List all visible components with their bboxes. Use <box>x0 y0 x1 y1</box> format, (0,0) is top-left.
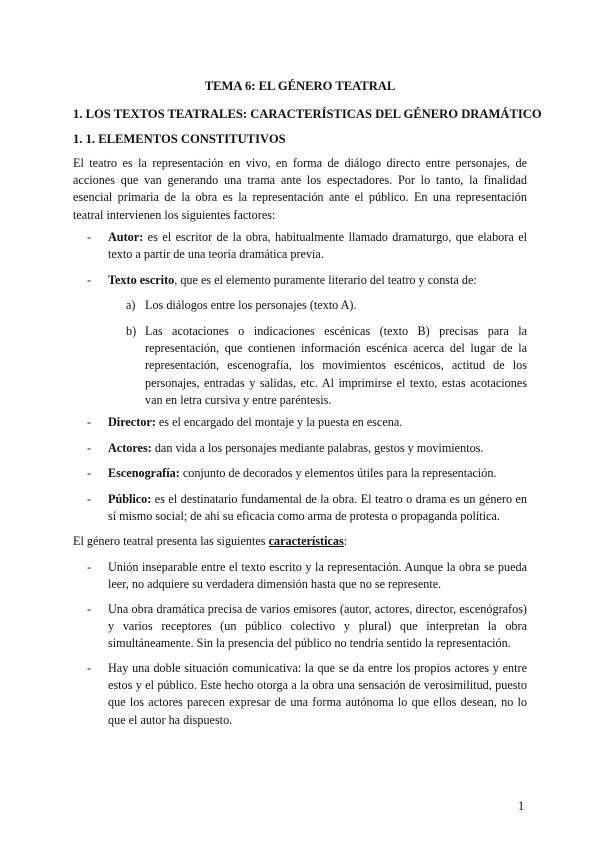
factor-term: Autor: <box>108 230 144 244</box>
factor-text <box>108 491 527 525</box>
factor-description: es el encargado del montaje y la puesta en escena. <box>155 415 403 429</box>
text-part-b <box>126 323 527 409</box>
factor-description: es el escritor de la obra, habitualmente llamado dramaturgo, que elabora el texto a partir de una teoría dramática previa. <box>108 230 527 262</box>
subsection-heading: 1. 1. ELEMENTOS CONSTITUTIVOS <box>73 132 286 146</box>
characteristic-text: Unión inseparable entre el texto escrito y la representación. Aunque la obra se pueda leer, no adquiere su verdadera dimensión hasta que no se represente. <box>108 560 527 592</box>
list-letter: a) <box>126 298 136 312</box>
factor-term: Director: <box>108 415 156 429</box>
factor-text <box>108 465 527 482</box>
factor-written-text <box>87 272 527 289</box>
bullet-dash: - <box>87 230 92 244</box>
characteristic-item <box>87 559 527 593</box>
factor-actors <box>87 440 527 457</box>
factor-audience <box>87 491 527 525</box>
bullet-dash: - <box>87 273 92 287</box>
bullet-dash: - <box>87 492 92 506</box>
factor-scenography <box>87 465 527 482</box>
list-letter: b) <box>126 324 137 338</box>
factor-term: Actores: <box>108 441 152 455</box>
text-part-description: Las acotaciones o indicaciones escénicas (texto B) precisas para la representación, que contienen información escénica acerca del lugar de la representación, escenografía, los movimientos escénicos, actitud de los personajes, entradas y salidas, etc. Al imprimirse el texto, estas acotaciones van en letra cursiva y entre paréntesis. <box>145 324 527 407</box>
text-part-description: Los diálogos entre los personajes (texto A). <box>145 298 357 312</box>
characteristics-term: características <box>268 534 344 548</box>
characteristics-colon: : <box>343 534 348 548</box>
characteristic-text: Hay una doble situación comunicativa: la que se da entre los propios actores y entre estos y el público. Este hecho otorga a la obra una sensación de verosimilitud, puesto que los actores parecen expresar de una forma autónoma lo que ellos desean, no lo que el autor ha dispuesto. <box>108 661 527 727</box>
characteristic-item <box>87 601 527 653</box>
intro-paragraph: El teatro es la representación en vivo, en forma de diálogo directo entre personajes, de acciones que van generando una trama ante los espectadores. Por lo tanto, la finalidad esencial primaria de la obra es la representación ante el público. En una representación teatral intervienen los siguientes factores: <box>73 156 527 222</box>
factor-description: conjunto de decorados y elementos útiles para la representación. <box>179 466 497 480</box>
bullet-dash: - <box>87 415 92 429</box>
characteristic-text: Una obra dramática precisa de varios emisores (autor, actores, director, escenógrafos) y varios receptores (un público colectivo y plural) que interpretan la obra simultáneamente. Sin la presencia del público no tendría sentido la representación. <box>108 602 527 651</box>
factor-term: Escenografía: <box>108 466 180 480</box>
factor-text <box>108 229 527 263</box>
section-heading: 1. LOS TEXTOS TEATRALES: CARACTERÍSTICAS DEL GÉNERO DRAMÁTICO <box>73 107 542 121</box>
factor-text <box>108 272 527 289</box>
characteristics-intro-text: El género teatral presenta las siguientes <box>73 534 269 548</box>
characteristics-intro <box>73 533 527 550</box>
factor-term: Público: <box>108 492 152 506</box>
factor-term: Texto escrito <box>108 273 175 287</box>
factor-text <box>108 414 527 431</box>
page-number: 1 <box>518 799 525 813</box>
bullet-dash: - <box>87 441 92 455</box>
characteristic-item <box>87 660 527 729</box>
factor-description: es el destinatario fundamental de la obra. El teatro o drama es un género en sí mismo social; de ahí su eficacia como arma de protesta o propaganda política. <box>108 492 527 524</box>
factor-director <box>87 414 527 431</box>
factor-text <box>108 440 527 457</box>
bullet-dash: - <box>87 560 92 574</box>
bullet-dash: - <box>87 661 92 675</box>
document-title: TEMA 6: EL GÉNERO TEATRAL <box>204 79 396 93</box>
factor-author <box>87 229 527 263</box>
bullet-dash: - <box>87 602 92 616</box>
bullet-dash: - <box>87 466 92 480</box>
factor-description: dan vida a los personajes mediante palabras, gestos y movimientos. <box>151 441 484 455</box>
text-part-a <box>126 297 527 314</box>
factor-description: , que es el elemento puramente literario del teatro y consta de: <box>174 273 477 287</box>
